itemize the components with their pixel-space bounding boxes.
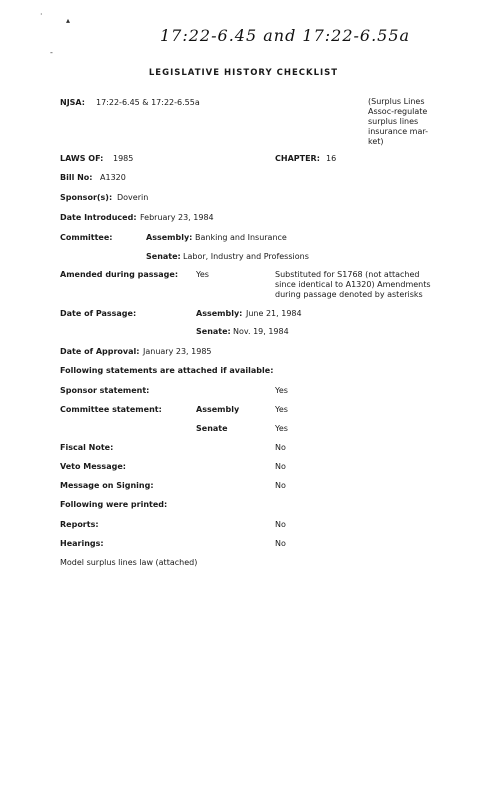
- committee-label: Committee:: [60, 233, 113, 242]
- amended-label: Amended during passage:: [60, 270, 179, 279]
- sponsors-value: Doverin: [117, 193, 149, 202]
- committee-statement-senate-value: Yes: [275, 424, 288, 433]
- scan-mark: ▴: [66, 16, 71, 25]
- veto-message-value: No: [275, 462, 286, 471]
- laws-of-value: 1985: [113, 154, 134, 163]
- date-introduced-label: Date Introduced:: [60, 213, 137, 222]
- handwritten-header: 17:22-6.45 and 17:22-6.55a: [160, 26, 411, 45]
- reports-value: No: [275, 520, 286, 529]
- hearings-value: No: [275, 539, 286, 548]
- substitution-note-line: Substituted for S1768 (not attached: [275, 270, 420, 279]
- amended-value: Yes: [196, 270, 209, 279]
- hearings-label: Hearings:: [60, 539, 104, 548]
- message-on-signing-label: Message on Signing:: [60, 481, 154, 490]
- chapter-label: CHAPTER:: [275, 154, 320, 163]
- njsa-note: [368, 97, 448, 147]
- substitution-note-line: during passage denoted by asterisks: [275, 290, 423, 299]
- committee-senate-label: Senate:: [146, 252, 181, 261]
- committee-senate-value: Labor, Industry and Professions: [183, 252, 309, 261]
- sponsor-statement-label: Sponsor statement:: [60, 386, 150, 395]
- njsa-value: 17:22-6.45 & 17:22-6.55a: [96, 98, 200, 107]
- njsa-note-line: ket): [368, 137, 384, 146]
- date-of-passage-label: Date of Passage:: [60, 309, 137, 318]
- committee-assembly-value: Banking and Insurance: [195, 233, 287, 242]
- passage-senate-label: Senate:: [196, 327, 231, 336]
- message-on-signing-value: No: [275, 481, 286, 490]
- njsa-note-line: (Surplus Lines: [368, 97, 425, 106]
- bill-no-label: Bill No:: [60, 173, 93, 182]
- committee-assembly-label: Assembly:: [146, 233, 193, 242]
- passage-senate-value: Nov. 19, 1984: [233, 327, 289, 336]
- fiscal-note-label: Fiscal Note:: [60, 443, 114, 452]
- sponsor-statement-value: Yes: [275, 386, 288, 395]
- fiscal-note-value: No: [275, 443, 286, 452]
- document-title: LEGISLATIVE HISTORY CHECKLIST: [148, 68, 339, 78]
- laws-of-label: LAWS OF:: [60, 154, 104, 163]
- njsa-note-line: insurance mar-: [368, 127, 429, 136]
- footer-note: Model surplus lines law (attached): [60, 558, 198, 567]
- veto-message-label: Veto Message:: [60, 462, 126, 471]
- date-introduced-value: February 23, 1984: [140, 213, 214, 222]
- passage-assembly-label: Assembly:: [196, 309, 243, 318]
- scan-mark: ·: [40, 10, 43, 19]
- scan-mark: -: [50, 48, 53, 57]
- njsa-note-line: surplus lines: [368, 117, 419, 126]
- substitution-note-line: since identical to A1320) Amendments: [275, 280, 431, 289]
- following-attached-heading: Following statements are attached if available:: [60, 366, 274, 375]
- following-printed-heading: Following were printed:: [60, 500, 168, 509]
- reports-label: Reports:: [60, 520, 99, 529]
- committee-statement-label: Committee statement:: [60, 405, 162, 414]
- date-of-approval-value: January 23, 1985: [143, 347, 212, 356]
- njsa-note-line: Assoc-regulate: [368, 107, 428, 116]
- passage-assembly-value: June 21, 1984: [246, 309, 302, 318]
- bill-no-value: A1320: [100, 173, 126, 182]
- njsa-label: NJSA:: [60, 98, 85, 107]
- substitution-note: [275, 270, 431, 300]
- date-of-approval-label: Date of Approval:: [60, 347, 140, 356]
- committee-statement-assembly-value: Yes: [275, 405, 288, 414]
- chapter-value: 16: [326, 154, 337, 163]
- committee-statement-senate-label: Senate: [196, 424, 228, 433]
- committee-statement-assembly-label: Assembly: [196, 405, 240, 414]
- sponsors-label: Sponsor(s):: [60, 193, 113, 202]
